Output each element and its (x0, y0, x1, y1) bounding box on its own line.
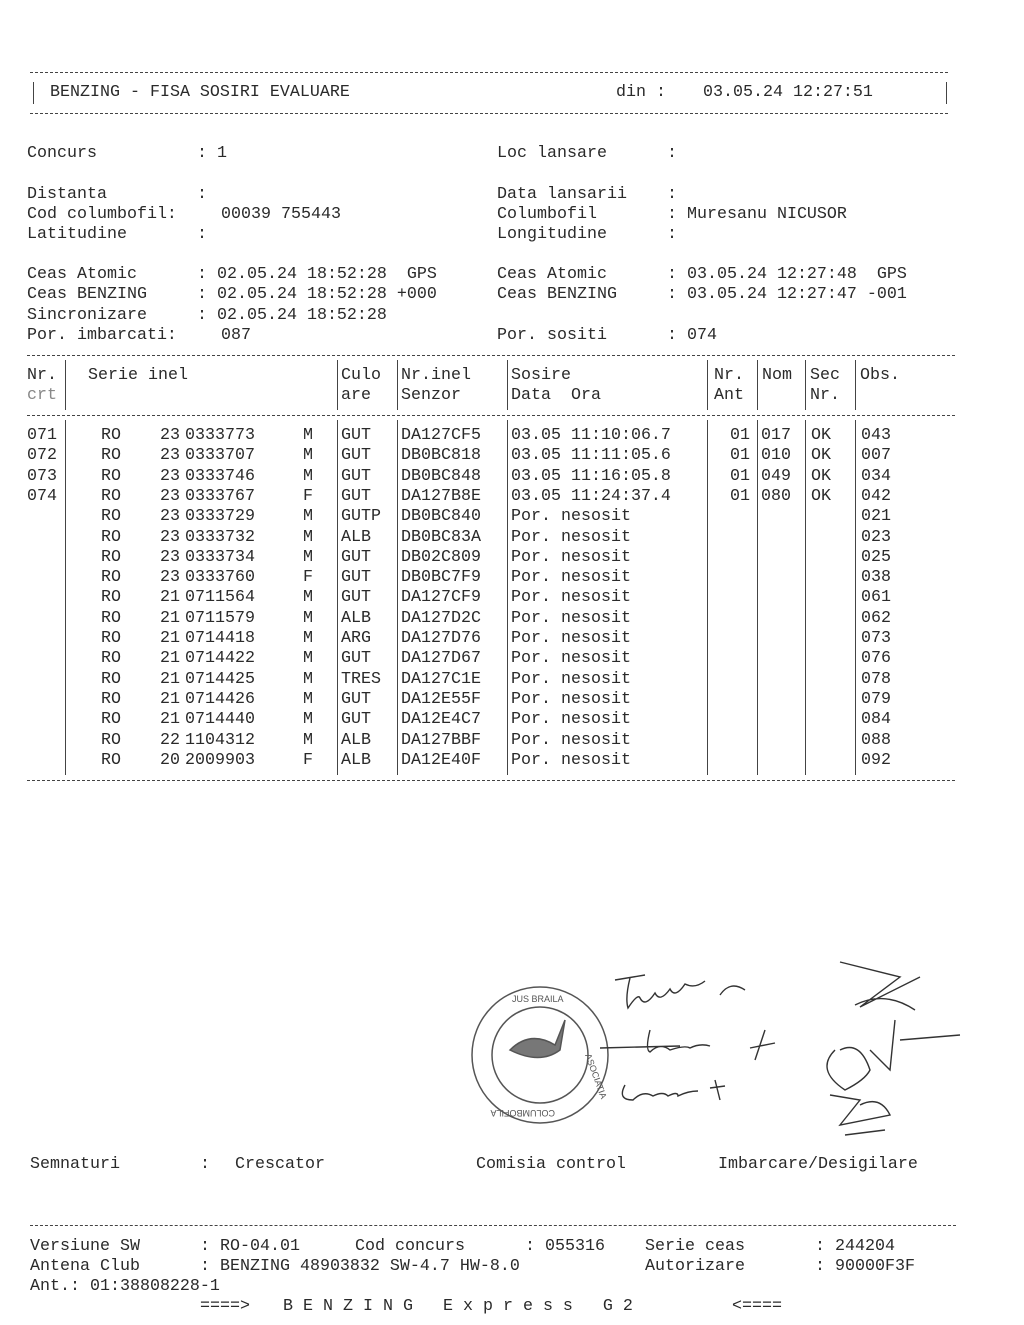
cell-an: 21 (160, 649, 180, 669)
cell-tara: RO (101, 446, 121, 466)
cod-concurs-label: Cod concurs (355, 1237, 465, 1256)
column-divider (397, 420, 398, 775)
cell-tara: RO (101, 669, 121, 689)
cell-nom: 017 (761, 426, 791, 445)
cell-sosire: Por. nesosit (511, 568, 631, 588)
cell-sex: F (303, 486, 313, 506)
banner-right: <==== (732, 1297, 782, 1316)
cell-sex: M (303, 446, 313, 466)
longitudine-value: : (667, 225, 677, 244)
cell-sosire: Por. nesosit (511, 669, 631, 689)
distanta-value: : (197, 185, 207, 204)
cell-sex: M (303, 527, 313, 547)
cell-tara: RO (101, 608, 121, 628)
col-header-nrinel: Nr.inel (401, 366, 471, 385)
cell-tara: RO (101, 710, 121, 730)
cell-an: 23 (160, 466, 180, 486)
cod-concurs-value: : 055316 (525, 1237, 605, 1256)
table-divider (27, 415, 955, 416)
cell-an: 23 (160, 446, 180, 466)
cell-inel: 0333746 (185, 466, 255, 486)
cell-sosire: Por. nesosit (511, 588, 631, 608)
cell-senzor: DB0BC848 (401, 466, 481, 486)
cell-culoare: GUT (341, 466, 371, 486)
cell-culoare: GUT (341, 547, 371, 567)
cell-obs: 042 (861, 486, 891, 506)
cell-obs: 084 (861, 710, 891, 730)
column-divider (337, 360, 338, 410)
cell-culoare: GUT (341, 588, 371, 608)
column-divider (855, 420, 856, 775)
cell-sex: M (303, 629, 313, 648)
cell-tara: RO (101, 547, 121, 567)
cell-inel: 0333767 (185, 486, 255, 506)
cell-obs: 034 (861, 466, 891, 486)
longitudine-label: Longitudine (497, 225, 607, 244)
col-header-senzor: Senzor (401, 386, 461, 405)
semnaturi-colon: : (200, 1155, 210, 1174)
versiune-value: : RO-04.01 (200, 1237, 300, 1256)
crescator-label: Crescator (235, 1155, 325, 1174)
cell-tara: RO (101, 629, 121, 648)
columbofil-value: : Muresanu NICUSOR (667, 205, 847, 224)
cod-columbofil-label: Cod columbofil: (27, 205, 177, 224)
column-divider (707, 360, 708, 410)
cell-sosire: 03.05 11:24:37.4 (511, 486, 671, 506)
data-lansarii-value: : (667, 185, 677, 204)
cell-inel: 0714426 (185, 689, 255, 709)
cell-inel: 0711564 (185, 588, 255, 608)
cell-nr: 074 (27, 486, 57, 506)
cell-inel: 0714425 (185, 669, 255, 689)
svg-text:ASOCIATIA: ASOCIATIA (583, 1052, 609, 1101)
latitudine-label: Latitudine (27, 225, 127, 244)
semnaturi-label: Semnaturi (30, 1155, 120, 1174)
handwritten-signatures (600, 962, 960, 1135)
document-title: BENZING - FISA SOSIRI EVALUARE (50, 83, 350, 102)
cell-an: 23 (160, 507, 180, 527)
column-divider (805, 420, 806, 775)
cell-obs: 088 (861, 730, 891, 750)
svg-text:JUS BRAILA: JUS BRAILA (512, 994, 564, 1004)
cell-inel: 0714418 (185, 629, 255, 648)
columbofil-label: Columbofil (497, 205, 597, 224)
col-header-nom: Nom (762, 366, 792, 385)
cell-sosire: Por. nesosit (511, 649, 631, 669)
cell-an: 23 (160, 568, 180, 588)
cell-nom: 049 (761, 466, 791, 486)
cell-sosire: Por. nesosit (511, 730, 631, 750)
cell-obs: 092 (861, 750, 891, 770)
serie-ceas-label: Serie ceas (645, 1237, 745, 1256)
ceas-benzing-label: Ceas BENZING (27, 285, 147, 304)
col-header-obs: Obs. (860, 366, 900, 385)
footer-divider (30, 1225, 956, 1226)
cell-sosire: Por. nesosit (511, 608, 631, 628)
cell-ant: 01 (730, 426, 750, 445)
cell-sex: M (303, 710, 313, 730)
cell-an: 23 (160, 547, 180, 567)
banner-title: BENZING Express G2 (283, 1297, 643, 1316)
cell-senzor: DA127D76 (401, 629, 481, 648)
cell-obs: 079 (861, 689, 891, 709)
cell-obs: 021 (861, 507, 891, 527)
cell-sex: M (303, 669, 313, 689)
cell-senzor: DA127B8E (401, 486, 481, 506)
cell-senzor: DA127BBF (401, 730, 481, 750)
column-divider (507, 420, 508, 775)
cell-inel: 0333734 (185, 547, 255, 567)
cell-tara: RO (101, 426, 121, 445)
cell-culoare: GUT (341, 710, 371, 730)
cell-inel: 0711579 (185, 608, 255, 628)
concurs-label: Concurs (27, 144, 97, 163)
imbarcati-label: Por. imbarcati: (27, 326, 177, 345)
cell-tara: RO (101, 466, 121, 486)
cell-sosire: Por. nesosit (511, 507, 631, 527)
cell-sosire: 03.05 11:16:05.8 (511, 466, 671, 486)
cell-inel: 0333773 (185, 426, 255, 445)
cell-nom: 080 (761, 486, 791, 506)
cell-an: 23 (160, 527, 180, 547)
ceas-benzing-label-end: Ceas BENZING (497, 285, 617, 304)
cell-obs: 073 (861, 629, 891, 648)
cell-nom: 010 (761, 446, 791, 466)
column-divider (65, 420, 66, 775)
column-divider (337, 420, 338, 775)
cell-an: 21 (160, 710, 180, 730)
sincronizare-label: Sincronizare (27, 306, 147, 325)
cell-sosire: Por. nesosit (511, 689, 631, 709)
distanta-label: Distanta (27, 185, 107, 204)
serie-ceas-value: : 244204 (815, 1237, 895, 1256)
cell-sec: OK (811, 426, 831, 445)
column-divider (855, 360, 856, 410)
ceas-atomic-end: : 03.05.24 12:27:48 GPS (667, 265, 907, 284)
club-stamp (472, 987, 609, 1123)
ceas-atomic-label: Ceas Atomic (27, 265, 137, 284)
cell-senzor: DA12E40F (401, 750, 481, 770)
column-divider (65, 360, 66, 410)
loc-label: Loc lansare (497, 144, 607, 163)
cell-senzor: DA127D67 (401, 649, 481, 669)
cell-tara: RO (101, 486, 121, 506)
imbarcati-value: 087 (221, 326, 251, 345)
ceas-benzing-start: : 02.05.24 18:52:28 +000 (197, 285, 437, 304)
cell-sex: F (303, 568, 313, 588)
cell-culoare: GUTP (341, 507, 381, 527)
cell-an: 23 (160, 426, 180, 445)
cell-obs: 043 (861, 426, 891, 445)
svg-text:COLUMBOFILA: COLUMBOFILA (490, 1108, 555, 1118)
ant-line: Ant.: 01:38808228-1 (30, 1277, 220, 1296)
cell-culoare: GUT (341, 446, 371, 466)
cell-sex: M (303, 547, 313, 567)
cell-sex: M (303, 649, 313, 669)
col-header-nr: Nr. (27, 366, 57, 385)
cell-obs: 023 (861, 527, 891, 547)
cell-sex: M (303, 689, 313, 709)
latitudine-value: : (197, 225, 207, 244)
table-divider (27, 355, 955, 356)
cell-culoare: ALB (341, 750, 371, 770)
cell-an: 21 (160, 669, 180, 689)
cell-sex: M (303, 608, 313, 628)
cell-an: 21 (160, 629, 180, 648)
cell-sosire: 03.05 11:10:06.7 (511, 426, 671, 445)
cell-tara: RO (101, 730, 121, 750)
cell-sec: OK (811, 486, 831, 506)
cell-senzor: DA127D2C (401, 608, 481, 628)
cell-senzor: DA12E4C7 (401, 710, 481, 730)
cell-senzor: DA127CF5 (401, 426, 481, 445)
cell-ant: 01 (730, 466, 750, 486)
cell-sex: M (303, 507, 313, 527)
divider (946, 82, 947, 104)
cell-sosire: Por. nesosit (511, 629, 631, 648)
cell-tara: RO (101, 527, 121, 547)
antena-value: : BENZING 48903832 SW-4.7 HW-8.0 (200, 1257, 520, 1276)
cell-senzor: DA12E55F (401, 689, 481, 709)
cell-sosire: Por. nesosit (511, 710, 631, 730)
cell-sex: F (303, 750, 313, 770)
cell-an: 20 (160, 750, 180, 770)
cell-an: 21 (160, 588, 180, 608)
cell-sex: M (303, 466, 313, 486)
cell-inel: 0333707 (185, 446, 255, 466)
cell-tara: RO (101, 507, 121, 527)
column-divider (757, 360, 758, 410)
cell-nr: 073 (27, 466, 57, 486)
col-header-serie: Serie inel (88, 366, 188, 385)
cell-senzor: DB0BC840 (401, 507, 481, 527)
cell-senzor: DB0BC7F9 (401, 568, 481, 588)
cell-obs: 078 (861, 669, 891, 689)
cell-culoare: GUT (341, 649, 371, 669)
concurs-value: : 1 (197, 144, 227, 163)
comisia-label: Comisia control (476, 1155, 626, 1174)
cell-culoare: ALB (341, 608, 371, 628)
data-lansarii-label: Data lansarii (497, 185, 627, 204)
cell-ant: 01 (730, 446, 750, 466)
stamp-and-signatures (460, 950, 980, 1190)
col-header-data-ora: Data Ora (511, 386, 601, 405)
cell-sosire: Por. nesosit (511, 547, 631, 567)
col-header-nr-ant: Nr. (714, 366, 744, 385)
cell-sosire: 03.05 11:11:05.6 (511, 446, 671, 466)
cell-inel: 1104312 (185, 730, 255, 750)
cell-sosire: Por. nesosit (511, 750, 631, 770)
cell-an: 23 (160, 486, 180, 506)
sositi-value: : 074 (667, 326, 717, 345)
cell-sec: OK (811, 446, 831, 466)
column-divider (397, 360, 398, 410)
column-divider (805, 360, 806, 410)
col-header-sosire: Sosire (511, 366, 571, 385)
cell-culoare: GUT (341, 689, 371, 709)
autorizare-value: : 90000F3F (815, 1257, 915, 1276)
cell-obs: 062 (861, 608, 891, 628)
col-header-culoare-2: are (341, 386, 371, 405)
cell-sex: M (303, 588, 313, 608)
cell-senzor: DB0BC83A (401, 527, 481, 547)
divider (30, 113, 948, 114)
cell-senzor: DB02C809 (401, 547, 481, 567)
sincronizare-value: : 02.05.24 18:52:28 (197, 306, 387, 325)
cell-culoare: GUT (341, 426, 371, 445)
cell-inel: 0333760 (185, 568, 255, 588)
cell-tara: RO (101, 750, 121, 770)
cell-culoare: GUT (341, 486, 371, 506)
cell-tara: RO (101, 649, 121, 669)
cell-tara: RO (101, 588, 121, 608)
cell-obs: 076 (861, 649, 891, 669)
cell-senzor: DB0BC818 (401, 446, 481, 466)
cell-inel: 0333732 (185, 527, 255, 547)
column-divider (507, 360, 508, 410)
cell-obs: 061 (861, 588, 891, 608)
cell-sosire: Por. nesosit (511, 527, 631, 547)
cell-senzor: DA127C1E (401, 669, 481, 689)
loc-value: : (667, 144, 677, 163)
cell-nr: 071 (27, 426, 57, 445)
cell-nr: 072 (27, 446, 57, 466)
cell-culoare: ALB (341, 527, 371, 547)
table-divider (27, 780, 955, 781)
cell-culoare: TRES (341, 669, 381, 689)
imbarcare-label: Imbarcare/Desigilare (718, 1155, 918, 1174)
col-header-sec: Sec (810, 366, 840, 385)
versiune-label: Versiune SW (30, 1237, 140, 1256)
column-divider (757, 420, 758, 775)
cell-inel: 0333729 (185, 507, 255, 527)
col-header-crt: crt (27, 386, 57, 405)
cell-inel: 0714440 (185, 710, 255, 730)
banner-left: ====> (200, 1297, 250, 1316)
col-header-ant: Ant (714, 386, 744, 405)
cell-culoare: GUT (341, 568, 371, 588)
cell-culoare: ARG (341, 629, 371, 648)
col-header-culoare: Culo (341, 366, 381, 385)
cell-sex: M (303, 730, 313, 750)
cell-obs: 038 (861, 568, 891, 588)
cell-ant: 01 (730, 486, 750, 506)
cell-an: 21 (160, 689, 180, 709)
cell-tara: RO (101, 689, 121, 709)
ceas-benzing-end: : 03.05.24 12:27:47 -001 (667, 285, 907, 304)
autorizare-label: Autorizare (645, 1257, 745, 1276)
cell-sex: M (303, 426, 313, 445)
din-label: din : (616, 83, 666, 102)
din-value: 03.05.24 12:27:51 (703, 83, 873, 102)
cell-an: 21 (160, 608, 180, 628)
column-divider (707, 420, 708, 775)
cell-sec: OK (811, 466, 831, 486)
col-header-sec-nr: Nr. (810, 386, 840, 405)
cell-senzor: DA127CF9 (401, 588, 481, 608)
divider (30, 72, 948, 73)
cell-inel: 2009903 (185, 750, 255, 770)
antena-label: Antena Club (30, 1257, 140, 1276)
sositi-label: Por. sositi (497, 326, 607, 345)
ceas-atomic-start: : 02.05.24 18:52:28 GPS (197, 265, 437, 284)
cell-obs: 025 (861, 547, 891, 567)
cell-tara: RO (101, 568, 121, 588)
divider (33, 82, 34, 104)
cell-an: 22 (160, 730, 180, 750)
cell-obs: 007 (861, 446, 891, 466)
cell-inel: 0714422 (185, 649, 255, 669)
cell-culoare: ALB (341, 730, 371, 750)
ceas-atomic-label-end: Ceas Atomic (497, 265, 607, 284)
cod-columbofil-value: 00039 755443 (221, 205, 341, 224)
